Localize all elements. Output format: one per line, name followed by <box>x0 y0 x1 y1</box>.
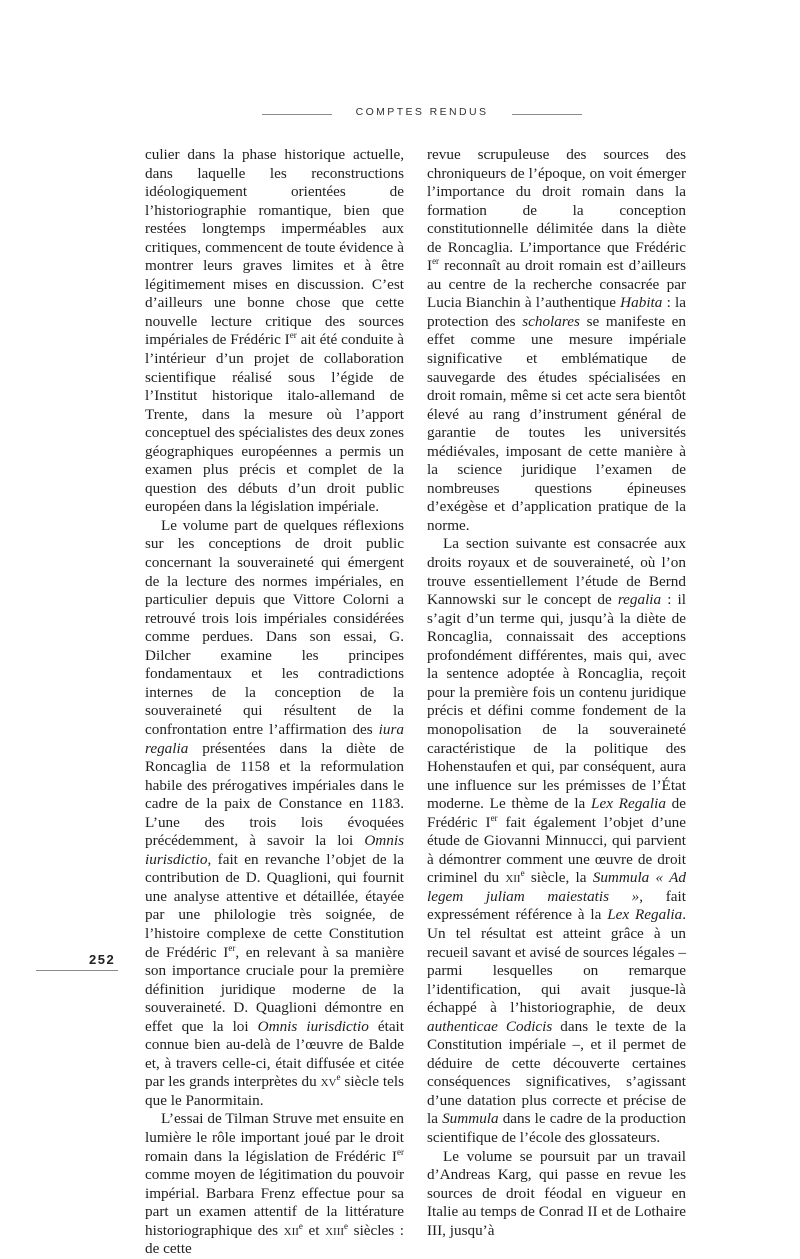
header-rule-right <box>512 114 582 115</box>
paragraph: Le volume part de quelques réflexions sur les conceptions de droit public concernant la souveraineté qui émergent de la lecture des normes impériales, en particulier depuis que Vittore Colorni a retrouvé trois lois impériales considérées comme perdues. Dans son essai, G. Dilcher examine les principes fondamentaux et les contradictions internes de la conception de la souveraineté qui résultent de la confrontation entre l’affirmation des iura regalia présentées dans la diète de Roncaglia de 1158 et la reformulation habile des prérogatives impériales dans le cadre de la paix de Constance en 1183. L’une des trois lois évoquées précédemment, à savoir la loi Omnis iurisdictio, fait en revanche l’objet de la contribution de D. Quaglioni, qui fournit une analyse attentive et détaillée, étayée par une philologie très soignée, de l’histoire complexe de cette Constitution de Frédéric Ier, en relevant à sa manière son importance cruciale pour la première définition juridique moderne de la souveraineté. D. Quaglioni démontre en effet que la loi Omnis iurisdictio était connue bien au-delà de l’œuvre de Balde et, à travers celle-ci, était diffusée et citée par les grands interprètes du $xv^e$ siècle tels que le Panormitain. <box>145 516 404 1109</box>
page-number-rule <box>36 970 118 971</box>
paragraph: revue scrupuleuse des sources des chroniqueurs de l’époque, on voit émerger l’importance du droit romain dans la formation de la conception constitutionnelle délimitée dans la diète de Roncaglia. L’importance que Frédéric Ier reconnaît au droit romain est d’ailleurs au centre de la recherche consacrée par Lucia Bianchin à l’authentique Habita : la protection des scholares se manifeste en effet comme une mesure impériale significative et emblématique de sauvegarde des études spécialisées en droit romain, même si cet acte sera bientôt élevé au rang d’instrument général de garantie de toutes les universités médiévales, imposant de cette manière à la science juridique l’examen de nombreuses questions épineuses d’exégèse et d’application pratique de la norme. <box>427 146 686 534</box>
paragraph: La section suivante est consacrée aux droits royaux et de souveraineté, où l’on trouve essentiellement l’étude de Bernd Kannowski sur le concept de regalia : il s’agit d’un terme qui, jusqu’à la diète de Roncaglia, connaissait des acceptions profondément différentes, mais qui, avec la sentence adoptée à Roncaglia, reçoit pour la première fois un contenu juridique précis et défini comme fondement de la monopolisation de la souveraineté caractéristique de la politique des Hohenstaufen et qui, par conséquent, aura une influence sur les prémisses de l’État moderne. Le thème de la Lex Regalia de Frédéric Ier fait également l’objet d’une étude de Giovanni Minnucci, qui parvient à démontrer comment une œuvre de droit criminel du xii$^e$ siècle, la Summula « Ad legem juliam maiestatis », fait expressément référence à la Lex Regalia. Un tel résultat est atteint grâce à un recueil savant et avisé de sources légales – parmi lesquelles on remarque l’identification, qui avait jusque-là échappé à l’historiographie, de deux authenticae Codicis dans le texte de la Constitution impériale –, et il permet de déduire de cette découverte certaines conséquences significatives, s’agissant d’une datation plus correcte et précise de la Summula dans le cadre de la production scientifique de l’école des glossateurs. <box>427 535 687 1146</box>
running-header <box>0 106 800 122</box>
paragraph: L’essai de Tilman Struve met ensuite en lumière le rôle important joué par le droit romain dans la législation de Frédéric Ier comme moyen de légitimation du pouvoir impérial. Barbara Frenz effectue pour sa part un examen attentif de la littérature historiographique des xii$^e$ et xiii$^e$ siècles : de cette <box>145 1110 404 1258</box>
text-column-left <box>145 146 404 1259</box>
running-title: COMPTES RENDUS <box>355 106 489 118</box>
paragraph: Le volume se poursuit par un travail d’Andreas Karg, qui passe en revue les sources de droit féodal en vigueur en Italie au temps de Conrad II et de Lothaire III, jusqu’à <box>427 1147 686 1239</box>
paragraph: culier dans la phase historique actuelle, dans laquelle les reconstructions idéologiquement orientées de l’historiographie romantique, bien que restées longtemps imperméables aux critiques, commencent de toute évidence à montrer leurs graves limites et à être légitimement mises en discussion. C’est d’ailleurs une bonne chose que cette nouvelle lecture critique des sources impériales de Frédéric Ier ait été conduite à l’intérieur d’un projet de collaboration scientifique réalisé sous l’égide de l’Institut historique italo-allemand de Trente, dans la mesure où l’apport conceptuel des spécialistes des deux zones géographiques européennes a permis un examen plus précis et complet de la question des débuts d’un droit public européen dans la législation impériale. <box>145 146 404 516</box>
page-number: 252 <box>89 952 116 967</box>
header-rule-left <box>262 114 332 115</box>
text-column-right <box>427 146 686 1240</box>
